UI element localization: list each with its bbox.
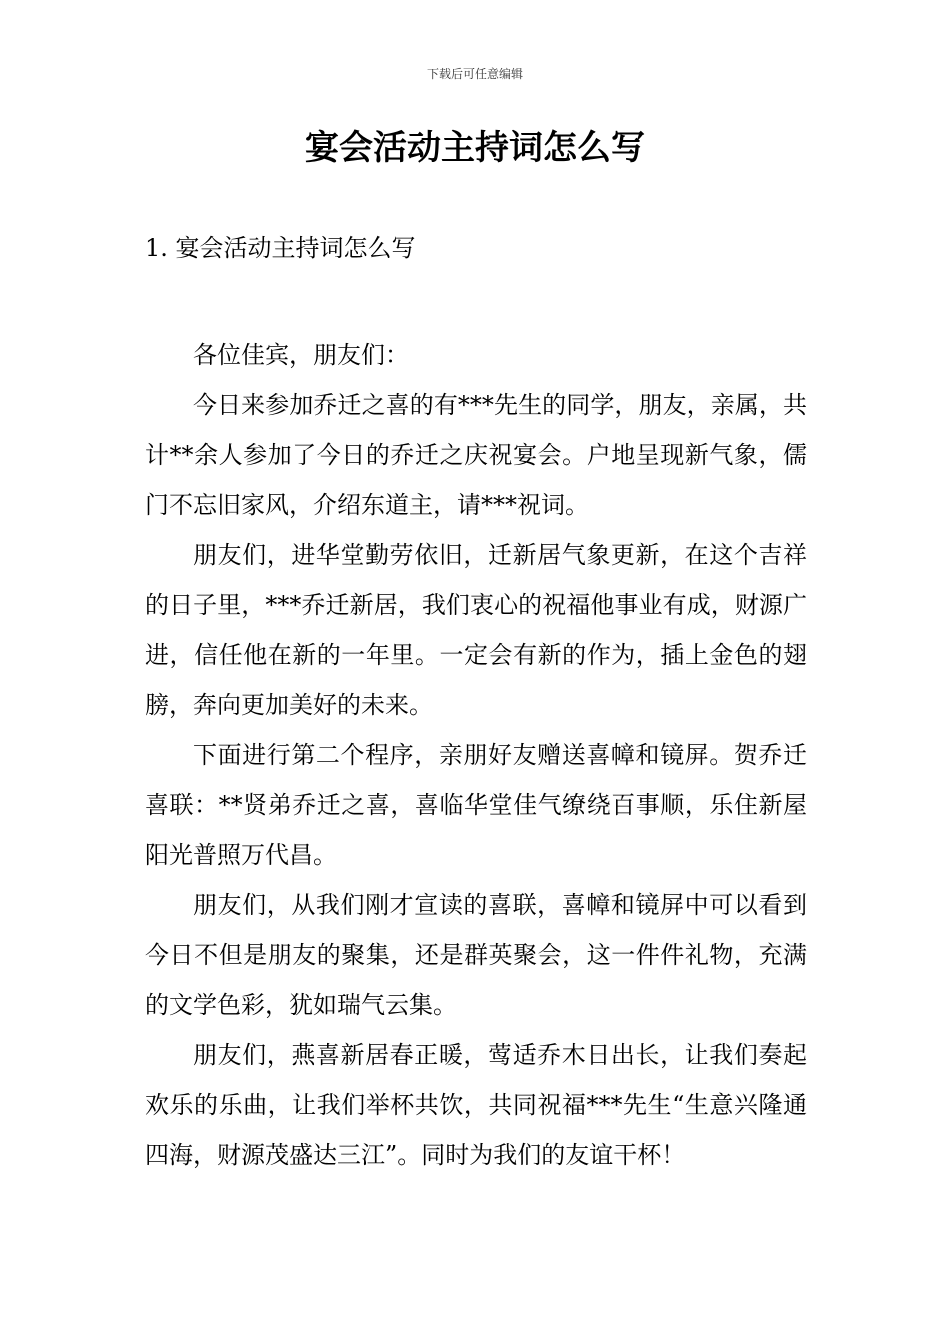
paragraph: 下面进行第二个程序，亲朋好友赠送喜幛和镜屏。贺乔迁喜联：**贤弟乔迁之喜，喜临华堂佳气缭绕百事顺，乐住新屋阳光普照万代昌。: [145, 741, 807, 869]
document-body: [145, 330, 807, 1180]
paragraph-greeting: 各位佳宾，朋友们：: [193, 341, 409, 369]
paragraph: 朋友们，燕喜新居春正暖，莺适乔木日出长，让我们奏起欢乐的乐曲，让我们举杯共饮，共同祝福***先生“生意兴隆通四海，财源茂盛达三江”。同时为我们的友谊干杯！: [145, 1041, 807, 1169]
section-heading: 1. 宴会活动主持词怎么写: [145, 234, 416, 262]
document-title: 宴会活动主持词怎么写: [305, 128, 645, 168]
paragraph: 朋友们，进华堂勤劳依旧，迁新居气象更新，在这个吉祥的日子里，***乔迁新居，我们衷心的祝福他事业有成，财源广进，信任他在新的一年里。一定会有新的作为，插上金色的翅膀，奔向更加美好的未来。: [145, 541, 807, 719]
header-note: 下载后可任意编辑: [426, 67, 523, 81]
paragraph: 朋友们，从我们刚才宣读的喜联，喜幛和镜屏中可以看到今日不但是朋友的聚集，还是群英聚会，这一件件礼物，充满的文学色彩，犹如瑞气云集。: [145, 891, 807, 1019]
paragraph: 今日来参加乔迁之喜的有***先生的同学，朋友，亲属，共计**余人参加了今日的乔迁之庆祝宴会。户地呈现新气象，儒门不忘旧家风，介绍东道主，请***祝词。: [145, 391, 807, 519]
